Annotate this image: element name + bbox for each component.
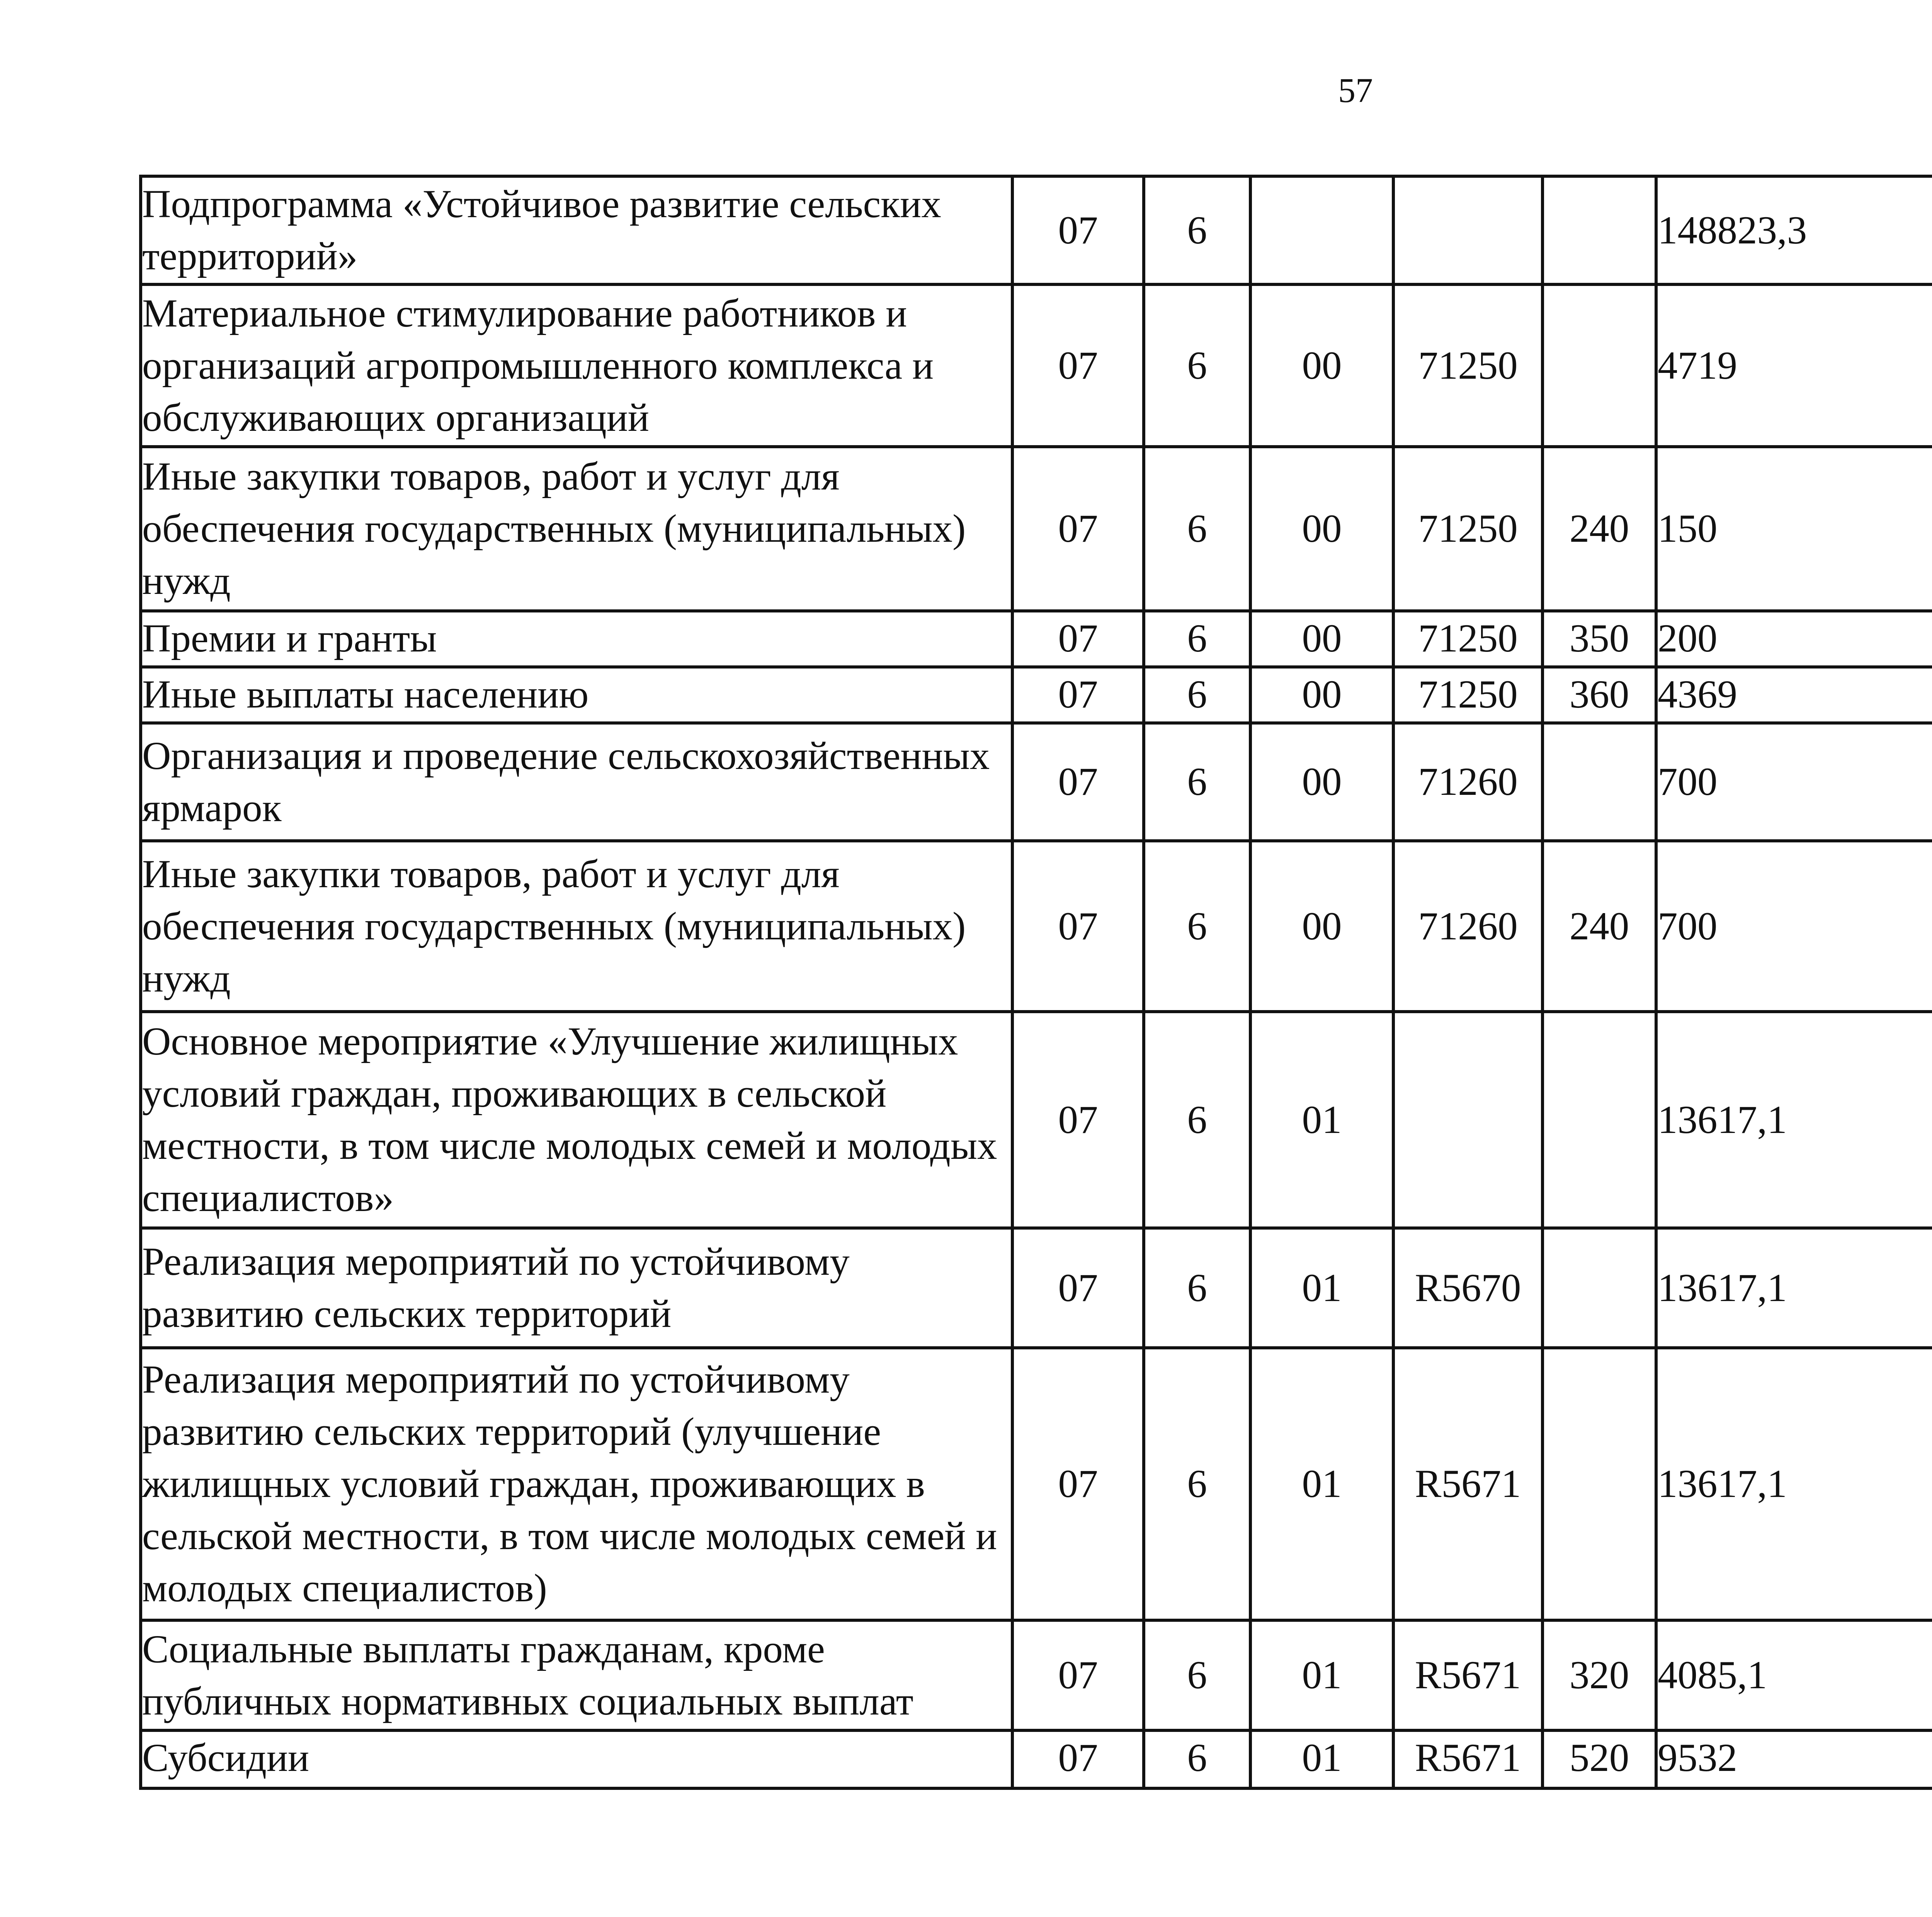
table-row — [141, 1730, 1932, 1788]
row-expense-type: 240 — [1543, 447, 1656, 611]
row-expense-type — [1543, 723, 1656, 841]
row-direction — [1393, 1012, 1543, 1228]
row-expense-type — [1543, 1228, 1656, 1348]
row-program: 6 — [1144, 611, 1250, 667]
row-amount-year1: 700 — [1656, 723, 1932, 841]
row-amount-year1: 13617,1 — [1656, 1348, 1932, 1620]
row-razdel: 07 — [1012, 611, 1144, 667]
row-program: 6 — [1144, 176, 1250, 284]
row-event: 01 — [1250, 1348, 1393, 1620]
row-program: 6 — [1144, 1620, 1250, 1730]
row-amount-year1: 4369 — [1656, 667, 1932, 723]
row-direction: R5671 — [1393, 1348, 1543, 1620]
row-name: Иные выплаты населению — [141, 667, 1012, 723]
table-row — [141, 1348, 1932, 1620]
row-razdel: 07 — [1012, 1730, 1144, 1788]
row-name: Иные закупки товаров, работ и услуг для обеспечения государственных (муниципальных) нужд — [141, 841, 1012, 1012]
row-event: 01 — [1250, 1730, 1393, 1788]
row-event: 01 — [1250, 1012, 1393, 1228]
row-event: 00 — [1250, 447, 1393, 611]
row-razdel: 07 — [1012, 1228, 1144, 1348]
row-amount-year1: 700 — [1656, 841, 1932, 1012]
row-event — [1250, 176, 1393, 284]
table-row — [141, 447, 1932, 611]
row-direction: 71250 — [1393, 447, 1543, 611]
row-direction: 71250 — [1393, 284, 1543, 447]
row-amount-year1: 9532 — [1656, 1730, 1932, 1788]
table-body — [141, 176, 1932, 1788]
row-direction: 71260 — [1393, 723, 1543, 841]
row-name: Субсидии — [141, 1730, 1012, 1788]
table-row — [141, 723, 1932, 841]
row-direction: 71260 — [1393, 841, 1543, 1012]
table-row — [141, 176, 1932, 284]
row-name: Подпрограмма «Устойчивое развитие сельских территорий» — [141, 176, 1012, 284]
row-event: 01 — [1250, 1620, 1393, 1730]
row-program: 6 — [1144, 723, 1250, 841]
row-amount-year1: 4085,1 — [1656, 1620, 1932, 1730]
row-event: 00 — [1250, 723, 1393, 841]
row-expense-type — [1543, 176, 1656, 284]
row-expense-type — [1543, 1012, 1656, 1228]
row-program: 6 — [1144, 667, 1250, 723]
table-row — [141, 841, 1932, 1012]
table-row — [141, 611, 1932, 667]
row-program: 6 — [1144, 1228, 1250, 1348]
row-amount-year1: 13617,1 — [1656, 1012, 1932, 1228]
row-amount-year1: 148823,3 — [1656, 176, 1932, 284]
row-name: Материальное стимулирование работников и организаций агропромышленного комплекса и обслуживающих организаций — [141, 284, 1012, 447]
row-razdel: 07 — [1012, 447, 1144, 611]
row-expense-type: 350 — [1543, 611, 1656, 667]
row-amount-year1: 13617,1 — [1656, 1228, 1932, 1348]
row-program: 6 — [1144, 1012, 1250, 1228]
row-razdel: 07 — [1012, 1012, 1144, 1228]
budget-table — [139, 175, 1932, 1790]
row-expense-type: 520 — [1543, 1730, 1656, 1788]
row-expense-type — [1543, 1348, 1656, 1620]
row-event: 00 — [1250, 611, 1393, 667]
row-name: Основное мероприятие «Улучшение жилищных условий граждан, проживающих в сельской местности, в том числе молодых семей и молодых специалистов» — [141, 1012, 1012, 1228]
row-name: Реализация мероприятий по устойчивому развитию сельских территорий (улучшение жилищных условий граждан, проживающих в сельской местности, в том числе молодых семей и молодых специалистов) — [141, 1348, 1012, 1620]
table-row — [141, 1228, 1932, 1348]
row-name: Реализация мероприятий по устойчивому развитию сельских территорий — [141, 1228, 1012, 1348]
row-razdel: 07 — [1012, 284, 1144, 447]
row-event: 00 — [1250, 667, 1393, 723]
row-program: 6 — [1144, 1730, 1250, 1788]
row-razdel: 07 — [1012, 176, 1144, 284]
row-program: 6 — [1144, 1348, 1250, 1620]
table-row — [141, 667, 1932, 723]
row-direction: R5670 — [1393, 1228, 1543, 1348]
row-razdel: 07 — [1012, 723, 1144, 841]
row-program: 6 — [1144, 841, 1250, 1012]
row-razdel: 07 — [1012, 1348, 1144, 1620]
row-name: Премии и гранты — [141, 611, 1012, 667]
row-expense-type — [1543, 284, 1656, 447]
row-amount-year1: 150 — [1656, 447, 1932, 611]
row-amount-year1: 4719 — [1656, 284, 1932, 447]
table-row — [141, 284, 1932, 447]
row-event: 01 — [1250, 1228, 1393, 1348]
row-expense-type: 240 — [1543, 841, 1656, 1012]
row-event: 00 — [1250, 284, 1393, 447]
row-event: 00 — [1250, 841, 1393, 1012]
table-row — [141, 1620, 1932, 1730]
row-direction: R5671 — [1393, 1730, 1543, 1788]
row-program: 6 — [1144, 447, 1250, 611]
row-razdel: 07 — [1012, 667, 1144, 723]
row-direction: R5671 — [1393, 1620, 1543, 1730]
row-amount-year1: 200 — [1656, 611, 1932, 667]
table-row — [141, 1012, 1932, 1228]
row-razdel: 07 — [1012, 841, 1144, 1012]
row-name: Организация и проведение сельскохозяйственных ярмарок — [141, 723, 1012, 841]
page-number: 57 — [1338, 71, 1373, 110]
row-direction — [1393, 176, 1543, 284]
row-program: 6 — [1144, 284, 1250, 447]
row-expense-type: 360 — [1543, 667, 1656, 723]
row-direction: 71250 — [1393, 667, 1543, 723]
row-razdel: 07 — [1012, 1620, 1144, 1730]
row-name: Социальные выплаты гражданам, кроме публичных нормативных социальных выплат — [141, 1620, 1012, 1730]
row-direction: 71250 — [1393, 611, 1543, 667]
row-expense-type: 320 — [1543, 1620, 1656, 1730]
row-name: Иные закупки товаров, работ и услуг для обеспечения государственных (муниципальных) нужд — [141, 447, 1012, 611]
